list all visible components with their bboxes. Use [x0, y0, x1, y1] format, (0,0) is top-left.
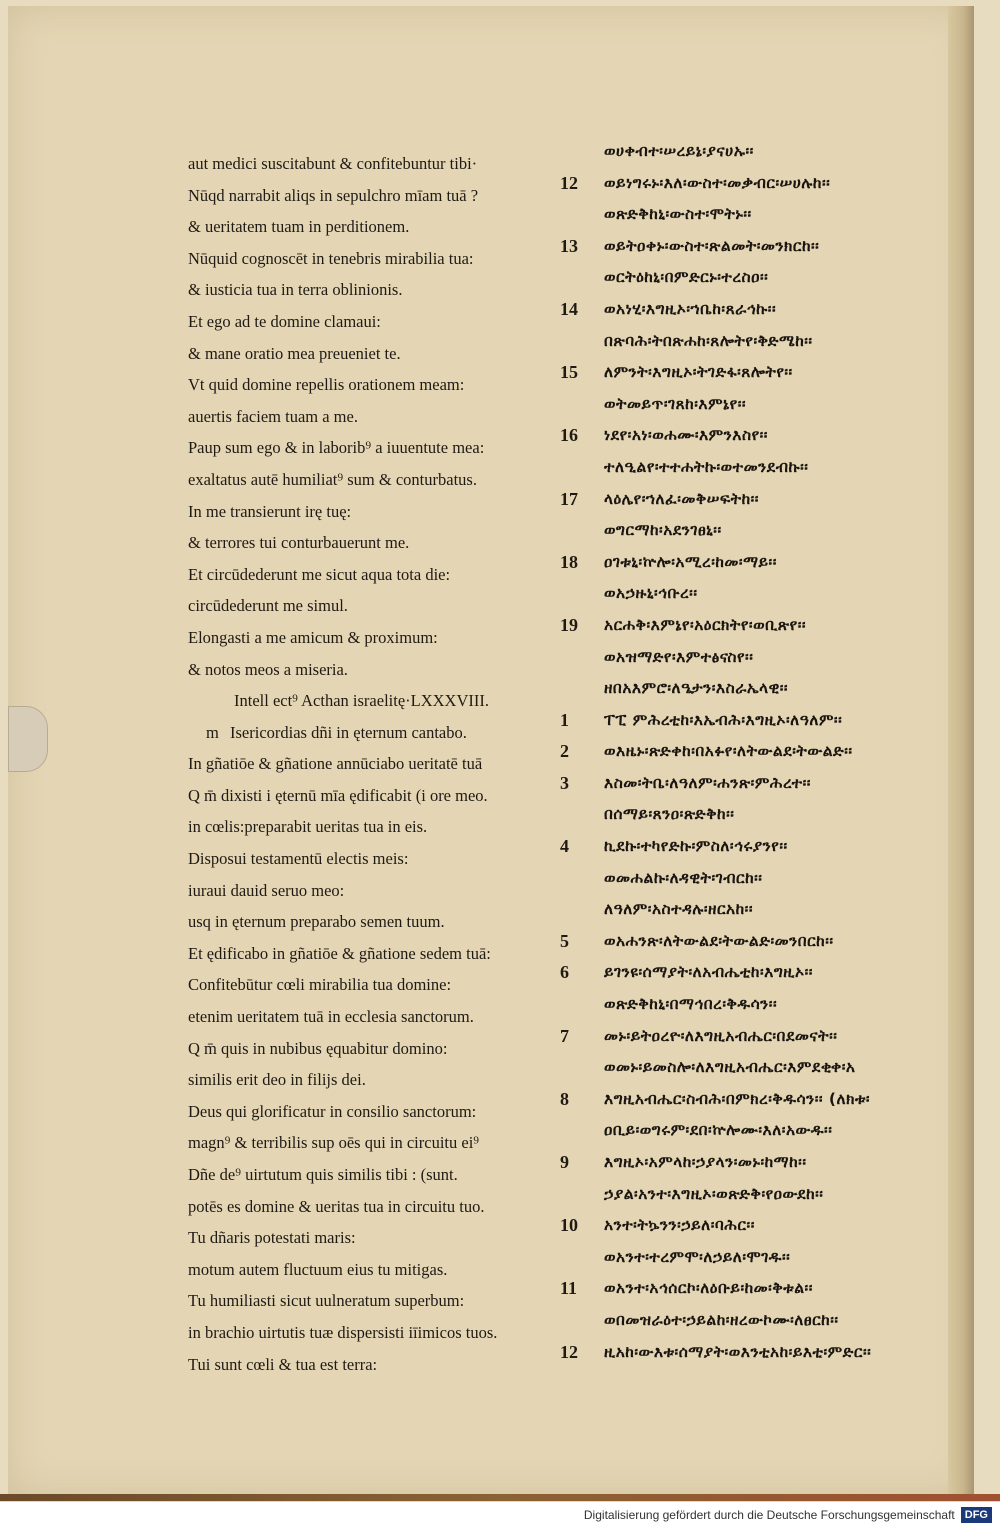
geez-line: [560, 894, 1000, 926]
latin-line: [188, 1033, 548, 1065]
geez-line-text: እግዚኦ፡አምላከ፡ኃያላን፡መኑ፡ከማከ፡፡: [604, 1153, 807, 1171]
latin-line-text: Et circūdederunt me sicut aqua tota die:: [188, 564, 451, 584]
geez-line: [560, 642, 1000, 674]
geez-line-text: ላዕሌየ፡ኀለፈ፡መቅሠፍትከ፡፡: [604, 489, 759, 508]
latin-line: [188, 969, 548, 1001]
geez-line: [560, 547, 1000, 579]
latin-line: [188, 938, 548, 970]
verse-number: 12: [560, 172, 578, 193]
geez-line-text: ለምንት፡እግዚኦ፡ትገድፋ፡ጸሎትየ፡፡: [604, 363, 793, 382]
verse-number: 9: [560, 1152, 569, 1172]
latin-line: [188, 243, 548, 275]
geez-line: [560, 199, 1000, 231]
latin-line-text: Et ędificabo in gñatiōe & gñatione sedem tuā:: [188, 943, 491, 963]
geez-line: [560, 452, 1000, 484]
verse-number: 2: [560, 741, 569, 762]
geez-line: [560, 1210, 1000, 1242]
latin-column: [188, 148, 548, 1380]
latin-line-text: Intell ect⁹ Acthan israelitę·LXXXVIII.: [234, 691, 489, 711]
latin-line: [188, 811, 548, 843]
latin-line-text: Vt quid domine repellis orationem meam:: [188, 375, 465, 395]
verse-number: 11: [560, 1278, 578, 1299]
latin-line: [188, 622, 548, 654]
geez-line: [560, 1052, 1000, 1084]
latin-line-text: In gñatiōe & gñatione annūciabo ueritatē tuā: [188, 754, 483, 774]
verse-number: 13: [560, 235, 578, 256]
geez-line-text: ዘበአእምሮ፡ለዔታን፡እስራኤላዊ፡፡: [604, 679, 789, 698]
geez-line: [560, 420, 1000, 452]
geez-line: [560, 1242, 1000, 1274]
latin-line-text: Q m̄ dixisti i ęternū mīa ędificabit (i ore meo.: [188, 785, 488, 805]
latin-line-text: etenim ueritatem tuā in ecclesia sanctorum.: [188, 1007, 474, 1027]
geez-line: [560, 989, 1000, 1021]
latin-line-text: & notos meos a miseria.: [188, 659, 348, 679]
geez-line-text: ወአንተ፡አኅሰርኮ፡ለዕቡይ፡ከመ፡ቅቱል፡፡: [604, 1279, 813, 1298]
geez-line: [560, 863, 1000, 895]
geez-line-text: ዐቢይ፡ወግሩም፡ደበ፡ኵሎሙ፡እለ፡አውዱ፡፡: [604, 1121, 833, 1140]
geez-line-text: አንተ፡ትኴንን፡ኃይለ፡ባሕር፡፡: [604, 1216, 755, 1235]
latin-line-text: Paup sum ego & in laborib⁹ a iuuentute mea:: [188, 438, 485, 458]
geez-line-text: ኪደኩ፡ተካየድኩ፡ምስለ፡ኅሩያንየ፡፡: [604, 837, 788, 856]
latin-line: [188, 496, 548, 528]
latin-line: [188, 527, 548, 559]
latin-line: [188, 1127, 548, 1159]
latin-line: [188, 1159, 548, 1191]
geez-line: [560, 136, 1000, 168]
latin-line-text: & ueritatem tuam in perditionem.: [188, 217, 410, 237]
geez-line: [560, 515, 1000, 547]
geez-line-text: ኃያል፡አንተ፡እግዚኦ፡ወጽድቅ፡የዐውደከ፡፡: [604, 1184, 824, 1203]
latin-line-text: magn⁹ & terribilis sup oēs qui in circuitu ei⁹: [188, 1133, 480, 1153]
latin-line-text: Elongasti a me amicum & proximum:: [188, 627, 438, 647]
geez-line-text: ወጽድቅከኒ፡ውስተ፡ሞትኑ፡፡: [604, 205, 752, 224]
latin-line-text: Isericordias dñi in ęternum cantabo.: [230, 722, 467, 742]
latin-line: [188, 906, 548, 938]
latin-line-text: iuraui dauid seruo meo:: [188, 880, 345, 900]
geez-line: [560, 1115, 1000, 1147]
geez-line-text: እስመ፡ትቤ፡ለዓለም፡ሐንጽ፡ምሕረተ፡፡: [604, 773, 811, 792]
geez-line: [560, 326, 1000, 358]
latin-line-text: similis erit deo in filijs dei.: [188, 1070, 366, 1090]
geez-line: [560, 294, 1000, 326]
geez-line-text: ወይትዐቀኑ፡ውስተ፡ጽልመት፡መንክርከ፡፡: [604, 236, 820, 255]
initial-letter: m: [206, 722, 219, 742]
geez-column: [560, 136, 1000, 1368]
footer: [0, 1501, 1000, 1528]
latin-line: [188, 1191, 548, 1223]
geez-line-text: ዐገቱኒ፡ኵሎ፡አሚረ፡ከመ፡ማይ፡፡: [604, 552, 777, 571]
geez-line: [560, 831, 1000, 863]
latin-line: [188, 148, 548, 180]
geez-line-text: ተለዒልየ፡ተተሐትኩ፡ወተመንደብኩ፡፡: [604, 457, 809, 476]
geez-line-text: ወሀቀብተ፡ሠረይኔ፡ያናሀኡ፡፡: [604, 142, 754, 160]
latin-line: [188, 432, 548, 464]
geez-line-text: አርሐቅ፡እምኔየ፡አዕርክትየ፡ወቢጽየ፡፡: [604, 615, 807, 634]
geez-line-text: ወበመዝራዕተ፡ኃይልከ፡ዘረውኮሙ፡ለፀርከ፡፡: [604, 1310, 839, 1329]
latin-line: [188, 274, 548, 306]
latin-line-text: in cœlis:preparabit ueritas tua in eis.: [188, 817, 428, 837]
latin-line-text: aut medici suscitabunt & confitebuntur tibi·: [188, 154, 478, 173]
verse-number: 14: [560, 298, 578, 319]
verse-number: 10: [560, 1215, 578, 1236]
geez-line: [560, 957, 1000, 989]
latin-line: [188, 843, 548, 875]
latin-line: [188, 180, 548, 212]
geez-line-text: ወአኃዙኒ፡ኅቡረ፡፡: [604, 584, 698, 603]
dfg-logo: DFG: [961, 1507, 992, 1523]
latin-line: [188, 780, 548, 812]
verse-number: 17: [560, 488, 578, 509]
latin-line: [188, 1317, 548, 1349]
latin-line: [188, 590, 548, 622]
geez-line-text: እግዚአብሔር፡ስብሕ፡በምክረ፡ቅዱሳን፡፡ (ለክቱ፡: [604, 1089, 871, 1108]
verse-number: 7: [560, 1025, 569, 1046]
geez-line: [560, 1147, 1000, 1179]
geez-line-text: ወእዜኑ፡ጽድቀከ፡በአፉየ፡ለትውልደ፡ትውልድ፡፡: [604, 742, 853, 761]
geez-line: [560, 768, 1000, 800]
geez-line-text: ዚአከ፡ውእቱ፡ሰማያት፡ወእንቲአከ፡ይእቲ፡ምድር፡፡: [604, 1342, 872, 1361]
latin-line: [188, 1064, 548, 1096]
latin-line-text: Tui sunt cœli & tua est terra:: [188, 1354, 378, 1374]
latin-line-text: & mane oratio mea preueniet te.: [188, 343, 401, 363]
geez-line-text: ወአነሂ፡እግዚኦ፡ኀቤከ፡ጸራኅኩ፡፡: [604, 299, 777, 318]
geez-line-text: ወጽድቅከኒ፡በማኅበረ፡ቅዱሳን፡፡: [604, 995, 778, 1014]
verse-number: 6: [560, 962, 569, 983]
geez-line-text: ወአንተ፡ተረምሞ፡ለኃይለ፡ሞገዱ፡፡: [604, 1247, 791, 1266]
geez-line: [560, 578, 1000, 610]
geez-line: [560, 1179, 1000, 1211]
latin-line-text: Et ego ad te domine clamaui:: [188, 311, 381, 331]
geez-line: [560, 1273, 1000, 1305]
latin-line: [188, 1096, 548, 1128]
latin-line-text: Disposui testamentū electis meis:: [188, 849, 409, 869]
geez-line: [560, 926, 1000, 958]
latin-line-text: motum autem fluctuum eius tu mitigas.: [188, 1259, 448, 1279]
latin-line: [188, 1222, 548, 1254]
latin-line: [188, 338, 548, 370]
geez-line-text: በጽባሕ፡ትበጽሐከ፡ጸሎትየ፡ቅድሜከ፡፡: [604, 331, 813, 350]
geez-line: [560, 673, 1000, 705]
geez-line: [560, 231, 1000, 263]
geez-line-text: ወትመይጥ፡ገጸከ፡እምኔየ፡፡: [604, 394, 747, 413]
page-tab: [8, 706, 48, 772]
book-page: [8, 6, 974, 1496]
geez-line-text: ወርትዕከኒ፡በምድርኑ፡ተረስዐ፡፡: [604, 268, 769, 287]
geez-line-text: ወአሐንጽ፡ለትውልደ፡ትውልድ፡መንበርከ፡፡: [604, 931, 834, 950]
latin-line-text: circūdederunt me simul.: [188, 596, 348, 616]
geez-line-text: ወአዝማድየ፡እምተፅናስየ፡፡: [604, 647, 754, 666]
verse-number: 18: [560, 551, 578, 572]
latin-line-text: Deus qui glorificatur in consilio sanctorum:: [188, 1101, 477, 1121]
latin-line-text: Dñe de⁹ uirtutum quis similis tibi : (sunt.: [188, 1165, 458, 1184]
geez-line: [560, 168, 1000, 200]
geez-line: [560, 484, 1000, 516]
geez-line: [560, 705, 1000, 737]
latin-line-text: Q m̄ quis in nubibus ęquabitur domino:: [188, 1038, 448, 1058]
verse-number: 15: [560, 362, 578, 383]
geez-line-text: ነደየ፡አነ፡ወሐሙ፡እምንእስየ፡፡: [604, 426, 768, 445]
latin-line-text: usq in ęternum preparabo semen tuum.: [188, 912, 445, 932]
verse-number: 5: [560, 930, 569, 951]
latin-line: [188, 1001, 548, 1033]
geez-line-text: ወግርማከ፡አደንገፀኒ፡፡: [604, 521, 722, 540]
geez-line: [560, 1305, 1000, 1337]
latin-line: [188, 1349, 548, 1381]
geez-line: [560, 1021, 1000, 1053]
latin-line: [188, 369, 548, 401]
latin-line-text: In me transierunt irę tuę:: [188, 501, 352, 521]
verse-number: 8: [560, 1088, 569, 1109]
geez-line-text: ወይነግሩኑ፡እለ፡ውስተ፡መቃብር፡ሠሀሉከ፡፡: [604, 173, 831, 192]
geez-line-text: መኑ፡ይትዐረዮ፡ለእግዚአብሔር፡በደመናት፡፡: [604, 1026, 838, 1045]
geez-line: [560, 262, 1000, 294]
latin-line: [188, 401, 548, 433]
latin-line-text: in brachio uirtutis tuæ dispersisti iīimicos tuos.: [188, 1322, 498, 1342]
latin-line: [188, 464, 548, 496]
latin-line-text: auertis faciem tuam a me.: [188, 406, 358, 426]
verse-number: 4: [560, 836, 569, 857]
latin-line: [188, 717, 548, 749]
geez-line: [560, 357, 1000, 389]
geez-line: [560, 389, 1000, 421]
geez-line-text: ይገንዩ፡ሰማያት፡ለአብሔቲከ፡እግዚኦ፡፡: [604, 963, 813, 982]
latin-line-text: potēs es domine & ueritas tua in circuitu tuo.: [188, 1196, 485, 1216]
latin-line: [188, 748, 548, 780]
geez-line-text: ወመሐልኩ፡ለዳዊት፡ገብርከ፡፡: [604, 868, 763, 887]
latin-line-text: Nūquid cognoscēt in tenebris mirabilia tua:: [188, 248, 474, 268]
latin-line-text: & terrores tui conturbauerunt me.: [188, 533, 410, 553]
verse-number: 19: [560, 614, 578, 635]
latin-line-text: exaltatus autē humiliat⁹ sum & conturbatus.: [188, 469, 477, 489]
verse-number: 16: [560, 425, 578, 446]
latin-line-text: Tu dñaris potestati maris:: [188, 1228, 356, 1248]
geez-line-text: ወመኑ፡ይመስሎ፡ለእግዚአብሔር፡እምደቂቀ፡አ: [604, 1058, 856, 1077]
latin-line: [188, 306, 548, 338]
verse-number: 1: [560, 709, 569, 730]
footer-credit: Digitalisierung gefördert durch die Deutsche Forschungsgemeinschaft: [583, 1508, 955, 1522]
latin-line-text: Nūqd narrabit aliqs in sepulchro mīam tuā ?: [188, 185, 479, 205]
geez-line-text: ፐፒ ምሕረቲከ፡እኤብሕ፡እግዚኦ፡ለዓለም፡፡: [604, 710, 843, 729]
geez-line: [560, 799, 1000, 831]
latin-line: [188, 211, 548, 243]
latin-line-text: & iusticia tua in terra oblinionis.: [188, 280, 403, 300]
geez-line: [560, 1084, 1000, 1116]
latin-line: [188, 1254, 548, 1286]
latin-line: [188, 875, 548, 907]
latin-line-text: Tu humiliasti sicut uulneratum superbum:: [188, 1291, 465, 1311]
geez-line: [560, 1337, 1000, 1369]
geez-line-text: ለዓለም፡አስተዳሉ፡ዘርአከ፡፡: [604, 900, 753, 919]
geez-line: [560, 610, 1000, 642]
verse-number: 12: [560, 1341, 578, 1362]
latin-line: [188, 685, 548, 717]
latin-line: [188, 1285, 548, 1317]
geez-line-text: በሰማይ፡ጸንዐ፡ጽድቅከ፡፡: [604, 805, 735, 824]
latin-line: [188, 559, 548, 591]
verse-number: 3: [560, 772, 569, 793]
latin-line-text: Confitebūtur cœli mirabilia tua domine:: [188, 975, 452, 995]
geez-line: [560, 736, 1000, 768]
latin-line: [188, 654, 548, 686]
